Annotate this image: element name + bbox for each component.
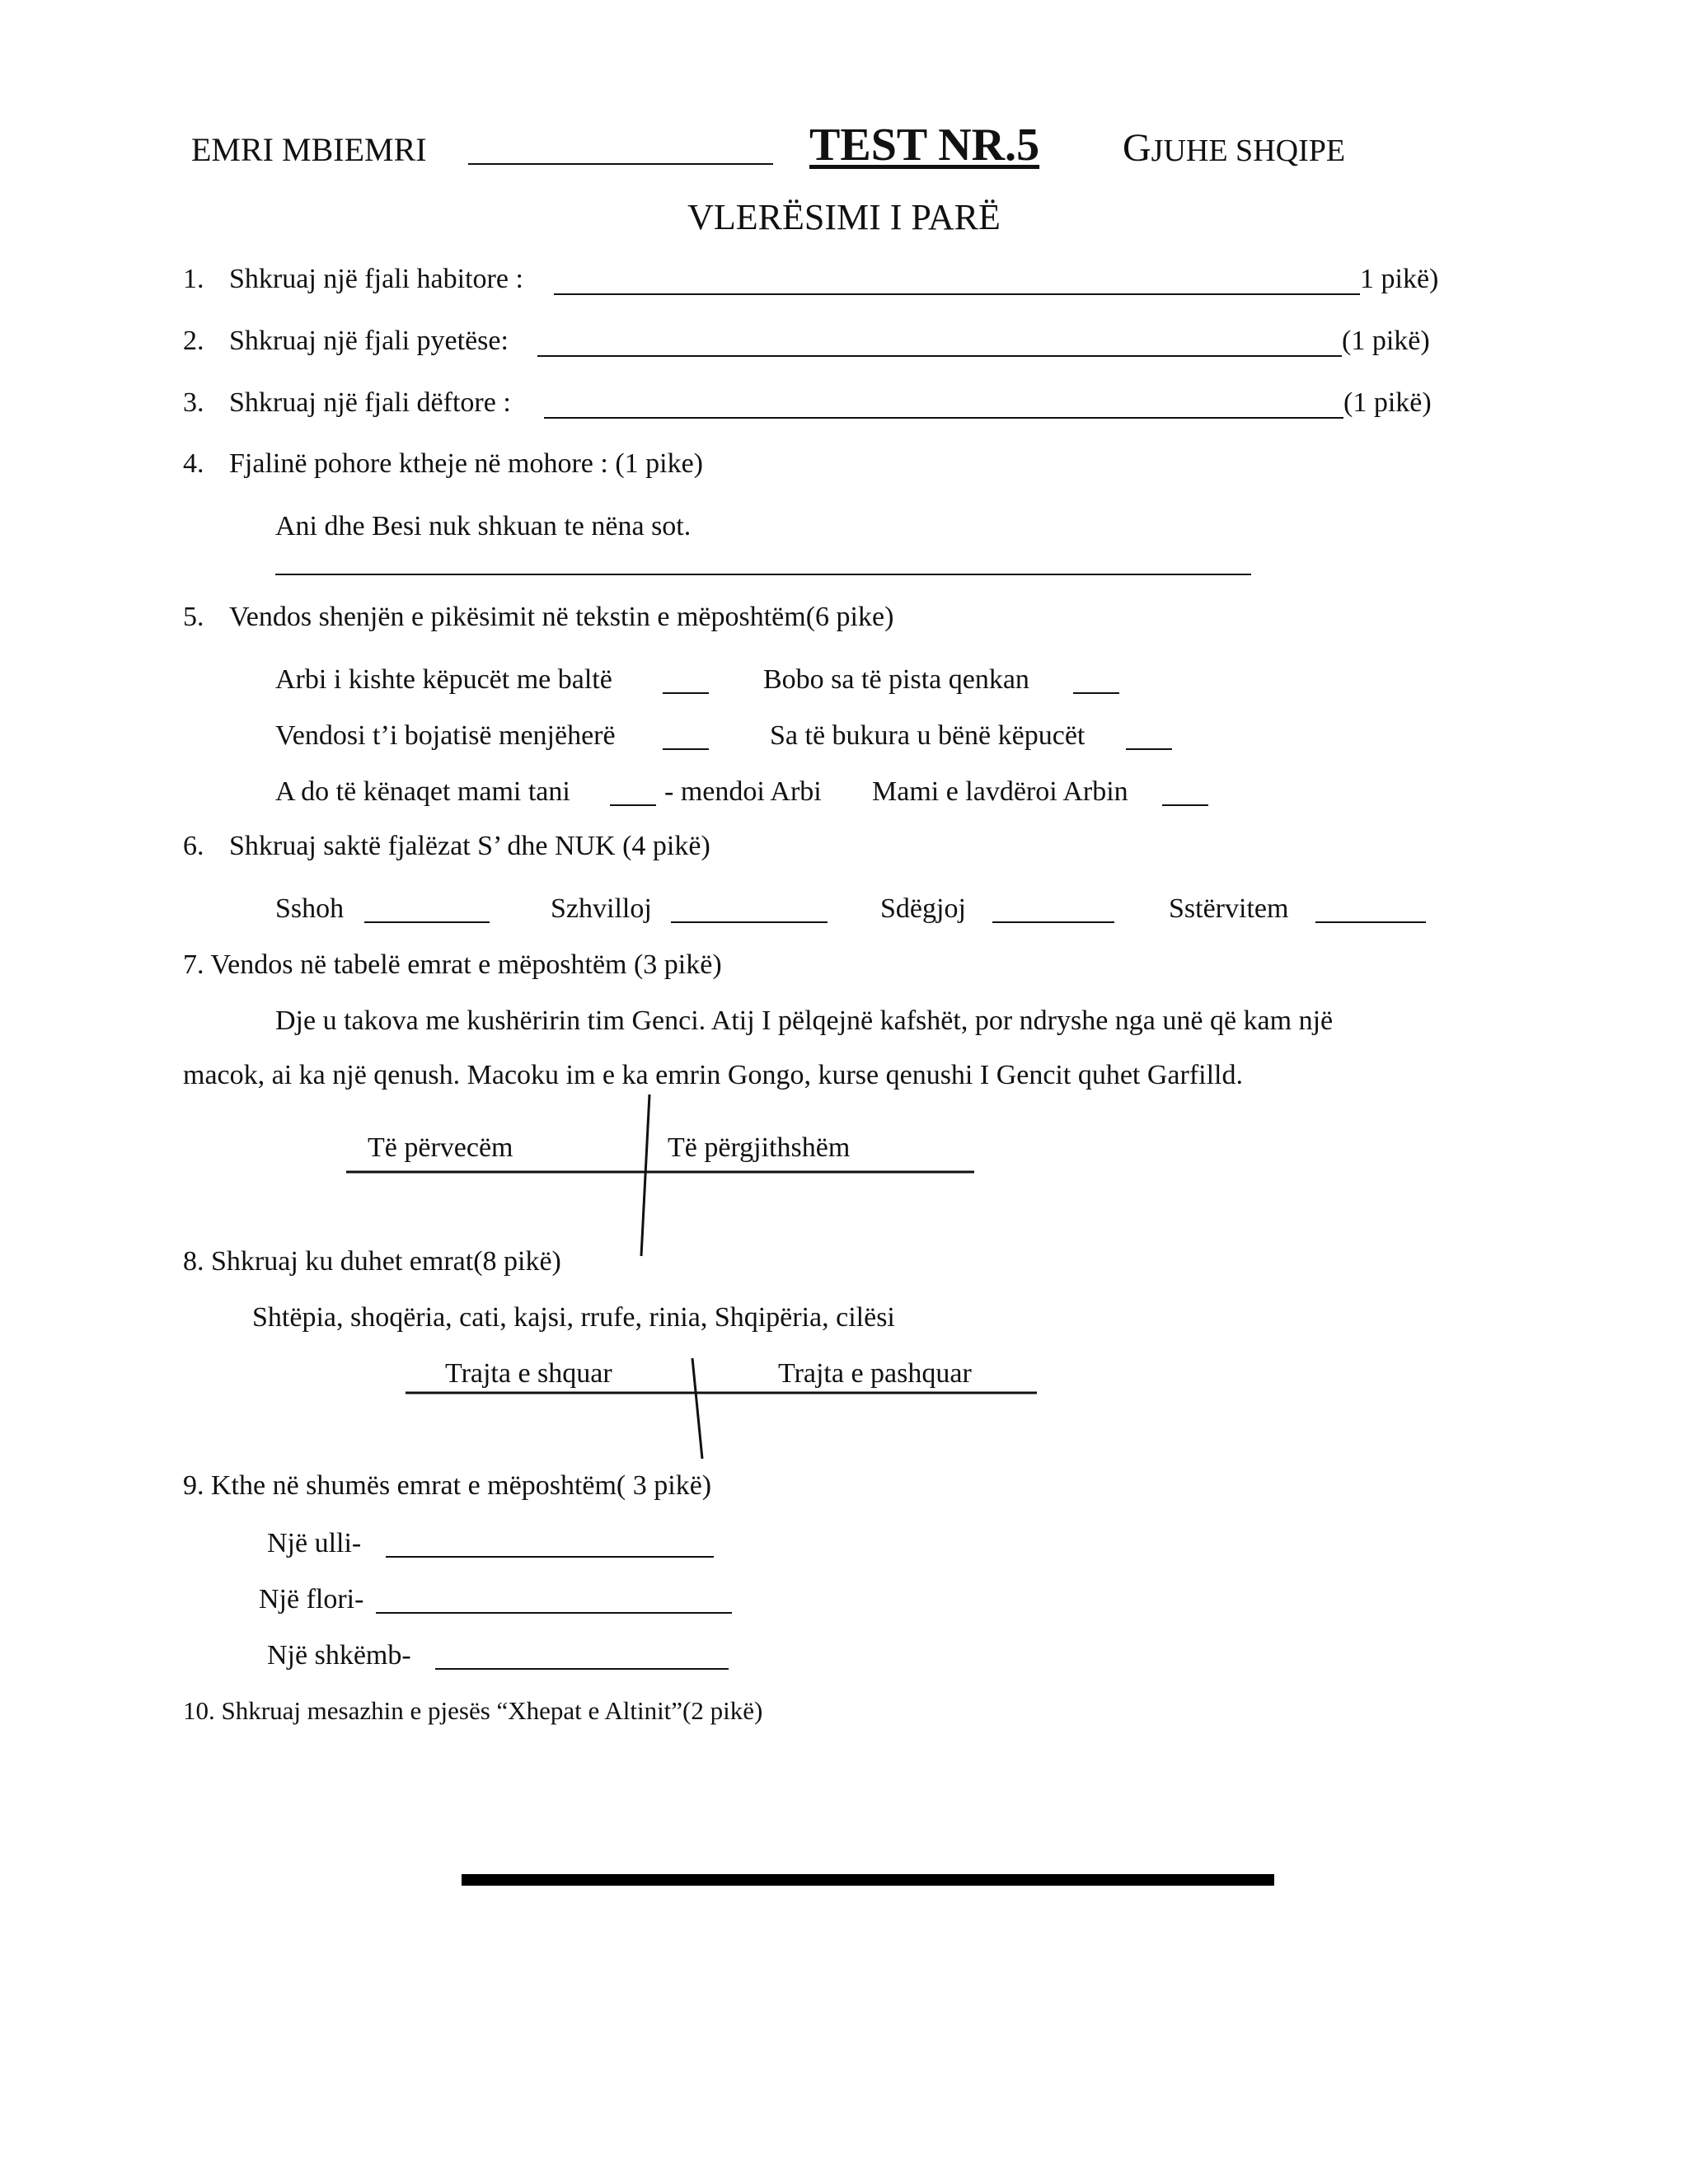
q8-table-vertical-line xyxy=(692,1358,702,1459)
q5-item: Mami e lavdëroi Arbin xyxy=(872,776,1128,807)
page-subtitle: VLERËSIMI I PARË xyxy=(687,197,1001,237)
q6-word: Sstërvitem xyxy=(1169,893,1289,924)
q6-word: Sshoh xyxy=(275,893,345,924)
subject-rest: JUHE SHQIPE xyxy=(1151,134,1346,168)
q8-text: 8. Shkruaj ku duhet emrat(8 pikë) xyxy=(183,1246,561,1277)
q10-text: 10. Shkruaj mesazhin e pjesës “Xhepat e Altinit”(2 pikë) xyxy=(183,1696,763,1725)
q9-item: Një shkëmb- xyxy=(267,1640,411,1671)
q7-paragraph-line1: Dje u takova me kushëririn tim Genci. Atij I pëlqejnë kafshët, por ndryshe nga unë që kam një xyxy=(275,1005,1334,1036)
q5-item: Vendosi t’i bojatisë menjëherë xyxy=(275,720,616,751)
q5-number: 5. xyxy=(183,602,204,632)
q3-points: (1 pikë) xyxy=(1343,387,1432,418)
q6-word: Szhvilloj xyxy=(551,893,652,924)
q6-number: 6. xyxy=(183,831,204,861)
q1-text: Shkruaj një fjali habitore : xyxy=(229,264,523,294)
q8-col-left-header: Trajta e shquar xyxy=(445,1358,612,1389)
q6-word: Sdëgjoj xyxy=(880,893,966,924)
q4-sentence: Ani dhe Besi nuk shkuan te nëna sot. xyxy=(275,511,692,541)
q7-col-left-header: Të përvecëm xyxy=(368,1132,513,1163)
q9-text: 9. Kthe në shumës emrat e mëposhtëm( 3 pikë) xyxy=(183,1470,712,1501)
q8-col-right-header: Trajta e pashquar xyxy=(778,1358,972,1389)
q7-paragraph-line2: macok, ai ka një qenush. Macoku im e ka emrin Gongo, kurse qenushi I Gencit quhet Garfilld. xyxy=(183,1060,1243,1090)
q6-text: Shkruaj saktë fjalëzat S’ dhe NUK (4 pikë) xyxy=(229,831,710,861)
q7-col-right-header: Të përgjithshëm xyxy=(668,1132,851,1163)
q2-number: 2. xyxy=(183,326,204,356)
q1-points: 1 pikë) xyxy=(1360,264,1439,294)
q7-text: 7. Vendos në tabelë emrat e mëposhtëm (3 pikë) xyxy=(183,949,722,980)
q1-number: 1. xyxy=(183,264,204,294)
q4-text: Fjalinë pohore ktheje në mohore : (1 pike) xyxy=(229,448,703,479)
q5-item: - mendoi Arbi xyxy=(664,776,822,807)
q7-table-vertical-line xyxy=(641,1094,649,1256)
q9-item: Një ulli- xyxy=(267,1528,362,1558)
name-label: EMRI MBIEMRI xyxy=(191,131,427,168)
bottom-divider-bar xyxy=(462,1874,1274,1886)
q9-blank[interactable] xyxy=(376,1612,732,1614)
subject-initial: G xyxy=(1123,126,1151,170)
q9-blank[interactable] xyxy=(386,1556,714,1558)
q5-item: Sa të bukura u bënë këpucët xyxy=(770,720,1085,751)
q5-text: Vendos shenjën e pikësimit në tekstin e mëposhtëm(6 pike) xyxy=(229,602,894,632)
q5-item: A do të kënaqet mami tani xyxy=(275,776,570,807)
q9-blank[interactable] xyxy=(435,1668,729,1670)
q3-number: 3. xyxy=(183,387,204,418)
q9-item: Një flori- xyxy=(259,1584,364,1615)
q8-words: Shtëpia, shoqëria, cati, kajsi, rrufe, rinia, Shqipëria, cilësi xyxy=(252,1302,895,1333)
q3-text: Shkruaj një fjali dëftore : xyxy=(229,387,511,418)
q2-text: Shkruaj një fjali pyetëse: xyxy=(229,326,509,356)
q5-item: Arbi i kishte këpucët me baltë xyxy=(275,664,612,695)
q2-points: (1 pikë) xyxy=(1342,326,1430,356)
q4-number: 4. xyxy=(183,448,204,479)
q5-item: Bobo sa të pista qenkan xyxy=(763,664,1029,695)
test-title: TEST NR.5 xyxy=(809,120,1040,171)
